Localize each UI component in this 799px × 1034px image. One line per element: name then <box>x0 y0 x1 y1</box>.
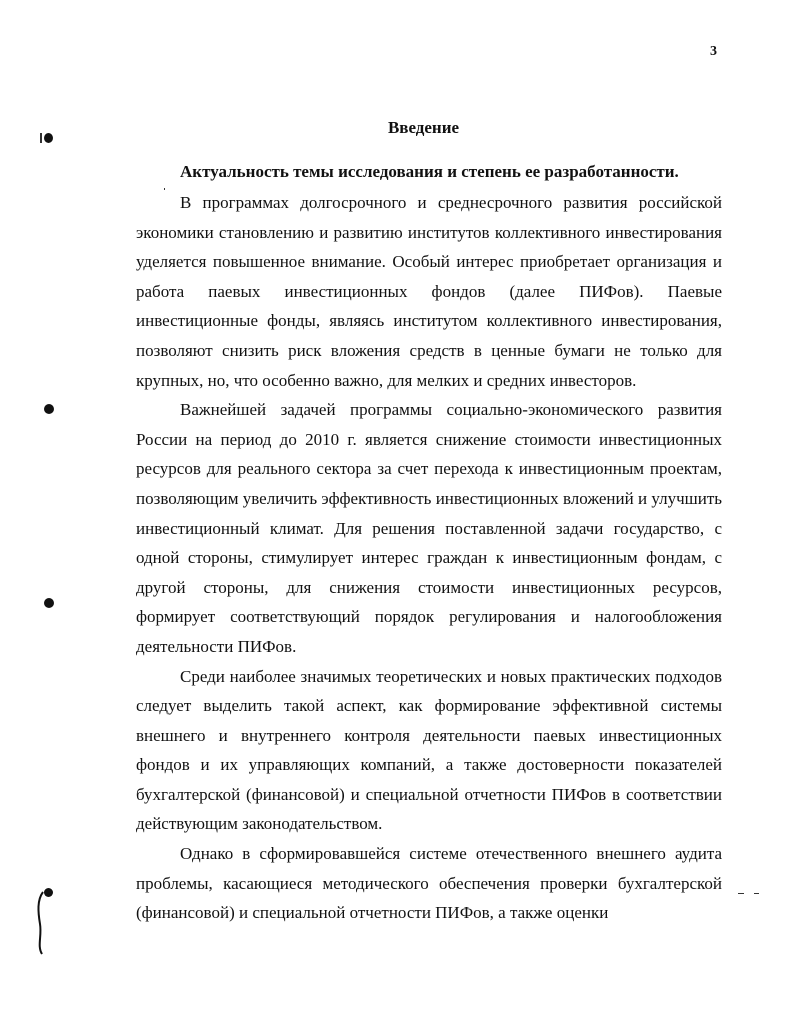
paragraph-1: В программах долгосрочного и среднесрочного развития российской экономики становлению и развитию институтов коллективного инвестирования уделяется повышенное внимание. Особый интерес приобретает организация и работа паевых инвестиционных фондов (далее ПИФов). Паевые инвестиционные фонды, являясь институтом коллективного инвестирования, позволяют снизить риск вложения средств в ценные бумаги не только для крупных, но, что особенно важно, для мелких и средних инвесторов. <box>136 193 722 390</box>
page-number: 3 <box>710 44 717 59</box>
body-text <box>136 188 722 928</box>
punch-hole-mark <box>44 133 53 143</box>
punch-hole-mark <box>44 598 54 608</box>
paragraph-2: Важнейшей задачей программы социально-экономического развития России на период до 2010 г. является снижение стоимости инвестиционных ресурсов для реального сектора за счет перехода к инвестиционным проектам, позволяющим увеличить эффективность инвестиционных вложений и улучшить инвестиционный климат. Для решения поставленной задачи государство, с одной стороны, стимулирует интерес граждан к инвестиционным фондам, с другой стороны, для снижения стоимости инвестиционных ресурсов, формирует соответствующий порядок регулирования и налогообложения деятельности ПИФов. <box>136 400 722 656</box>
page-title: Введение <box>387 118 460 137</box>
scan-speck <box>738 893 744 894</box>
section-subheading: Актуальность темы исследования и степень ее разработанности. <box>180 162 679 181</box>
paragraph-3: Среди наиболее значимых теоретических и новых практических подходов следует выделить такой аспект, как формирование эффективной системы внешнего и внутреннего контроля деятельности паевых инвестиционных фондов и их управляющих компаний, а также достоверности показателей бухгалтерской (финансовой) и специальной отчетности ПИФов в соответствии действующим законодательством. <box>136 666 722 834</box>
punch-hole-mark <box>44 404 54 414</box>
scan-speck <box>164 188 165 190</box>
margin-bracket-mark <box>36 890 46 956</box>
scan-speck <box>40 133 42 143</box>
paragraph-4: Однако в сформировавшейся системе отечественного внешнего аудита проблемы, касающиеся методического обеспечения проверки бухгалтерской (финансовой) и специальной отчетности ПИФов, а также оценки <box>136 844 722 923</box>
scan-speck <box>754 893 759 894</box>
